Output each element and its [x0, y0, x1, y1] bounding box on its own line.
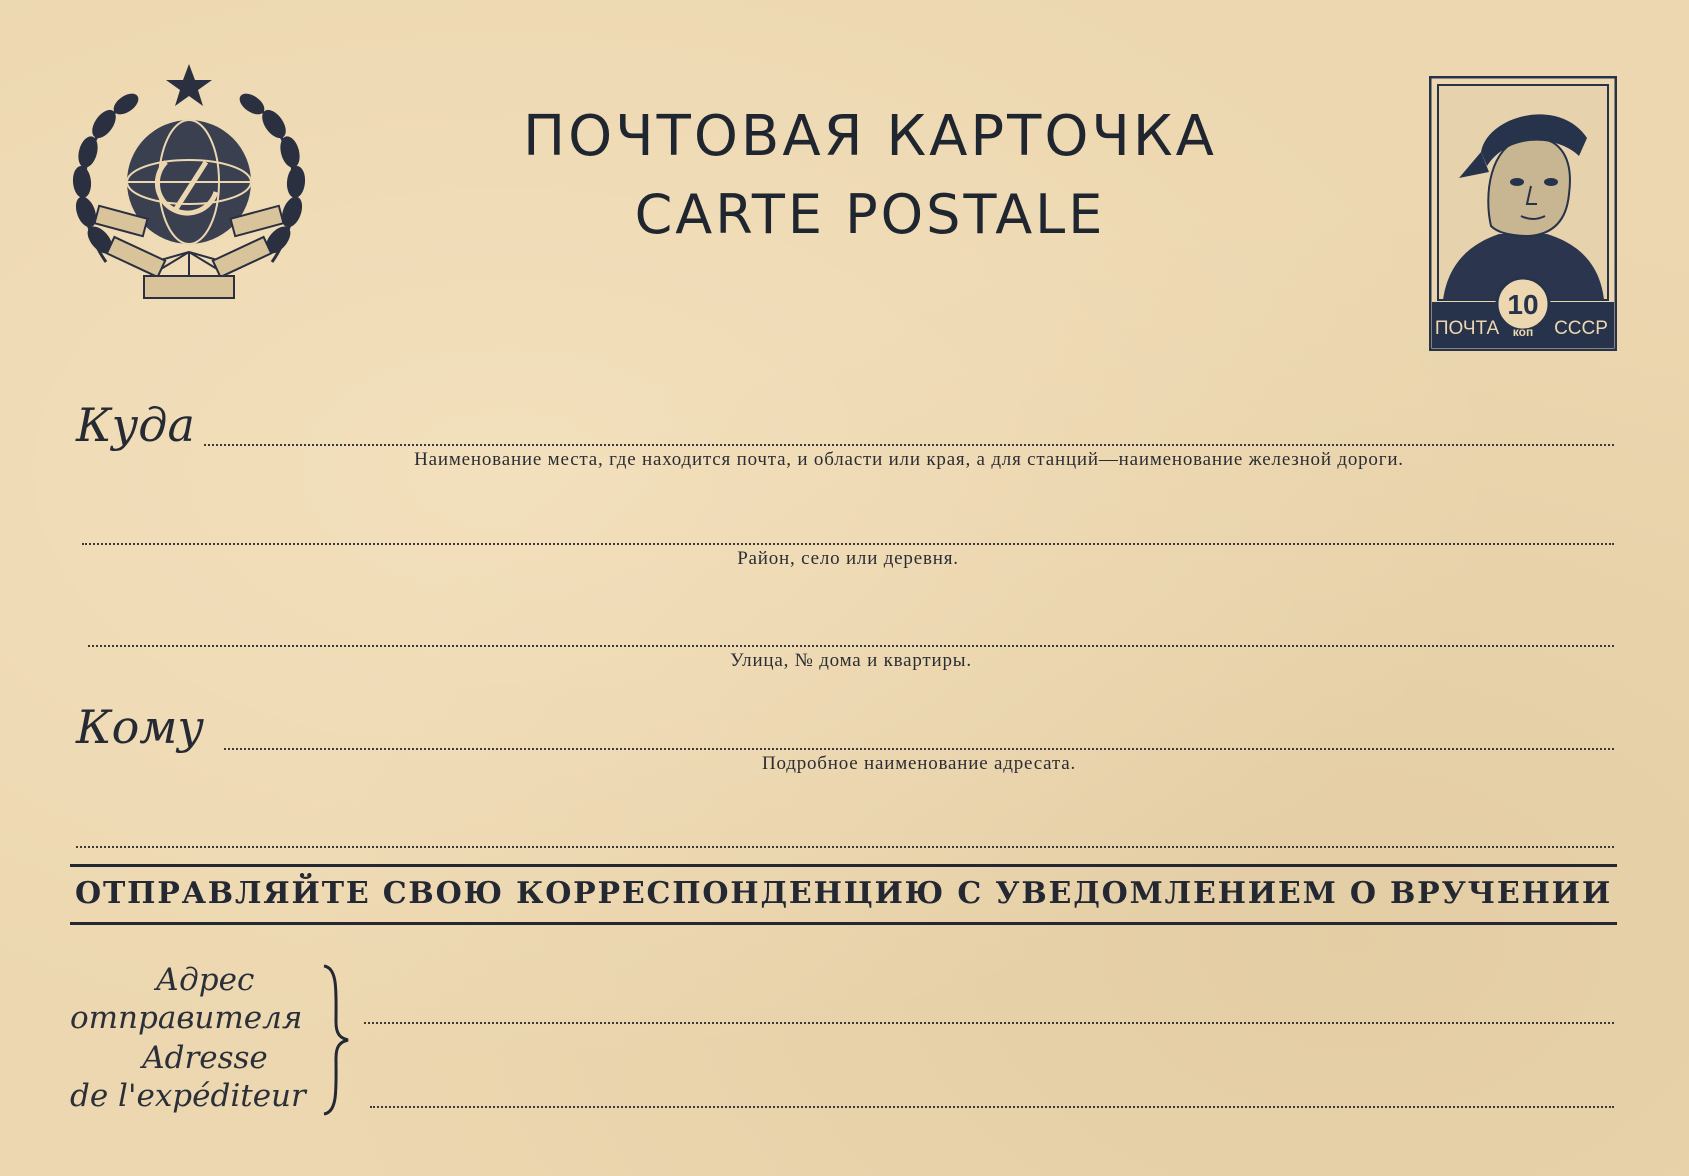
ussr-coat-of-arms-icon: [66, 62, 312, 318]
sender-label-ru-1: Адрес: [155, 962, 255, 998]
recipient-line[interactable]: [224, 748, 1614, 750]
title-french: CARTE POSTALE: [634, 183, 1106, 246]
sender-label-fr-1: Adresse: [142, 1040, 268, 1076]
stamp-left-text: ПОЧТА: [1434, 318, 1500, 339]
to-where-line[interactable]: [204, 444, 1614, 446]
sender-label-ru-2: отправителя: [70, 1000, 303, 1036]
stamp-right-text: СССР: [1554, 318, 1608, 339]
sender-line-1[interactable]: [364, 1022, 1614, 1024]
recipient-line-2[interactable]: [76, 846, 1614, 848]
to-where-hint: Наименование места, где находится почта, и области или края, а для станций—наименование железной дороги.: [414, 449, 1404, 470]
notice-top-rule: [70, 864, 1617, 867]
sender-line-2[interactable]: [370, 1106, 1614, 1108]
sender-label-fr-2: de l'expéditeur: [70, 1078, 306, 1114]
street-hint: Улица, № дома и квартиры.: [730, 650, 972, 671]
curly-brace-icon: [318, 962, 354, 1118]
to-where-label: Куда: [76, 398, 195, 452]
notice-bottom-rule: [70, 922, 1617, 925]
delivery-notice: ОТПРАВЛЯЙТЕ СВОЮ КОРРЕСПОНДЕНЦИЮ С УВЕДОМЛЕНИЕМ О ВРУЧЕНИИ: [75, 876, 1612, 911]
title-russian: ПОЧТОВАЯ КАРТОЧКА: [523, 104, 1217, 169]
to-whom-label: Кому: [76, 700, 205, 754]
district-line[interactable]: [82, 543, 1614, 545]
stamp-unit: коп: [1512, 325, 1534, 339]
recipient-hint: Подробное наименование адресата.: [761, 753, 1077, 774]
stamp-value: 10: [1507, 289, 1539, 320]
district-hint: Район, село или деревня.: [737, 548, 959, 569]
street-line[interactable]: [88, 645, 1614, 647]
postage-stamp: [1429, 76, 1617, 351]
